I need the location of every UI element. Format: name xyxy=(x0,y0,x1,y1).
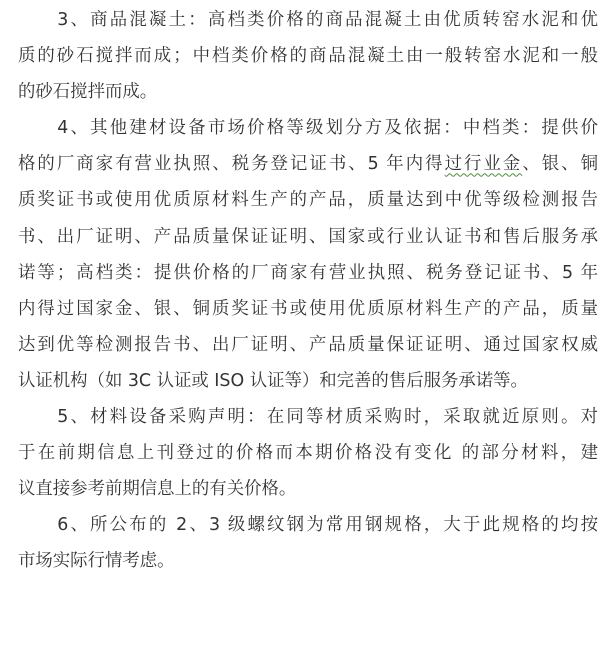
paragraph-procurement xyxy=(18,399,598,507)
text-line: 3、商品混凝土：高档类价格的商品混凝土由优质转窑水泥和优 xyxy=(18,10,598,30)
text-line: 认证机构（如 3C 认证或 ISO 认证等）和完善的售后服务承诺等。 xyxy=(18,370,528,391)
paragraph-concrete xyxy=(18,2,598,110)
text-line: 市场实际行情考虑。 xyxy=(18,551,175,572)
paragraph-rebar xyxy=(18,507,598,579)
spellcheck-underlined-text: 过行业金 xyxy=(444,154,523,175)
text-line: 质奖证书或使用优质原材料生产的产品，质量达到中优等级检测报告 xyxy=(18,190,598,211)
text-line: 诺等；高档类：提供价格的厂商家有营业执照、税务登记证书、5 年 xyxy=(18,262,598,283)
text-line: 的砂石搅拌而成。 xyxy=(18,82,158,103)
paragraph-grading xyxy=(18,110,598,399)
text-line: 达到优等检测报告书、出厂证明、产品质量保证证明、通过国家权威 xyxy=(18,334,598,355)
text-line: 4、其他建材设备市场价格等级划分方及依据：中档类：提供价 xyxy=(18,118,598,139)
text-segment: 格的厂商家有营业执照、税务登记证书、5 年内得 xyxy=(18,154,445,175)
document-body xyxy=(18,2,598,580)
text-line: 内得过国家金、银、铜质奖证书或使用优质原材料生产的产品，质量 xyxy=(18,298,598,319)
text-line: 议直接参考前期信息上的有关价格。 xyxy=(18,479,297,500)
text-line-with-spellcheck xyxy=(18,146,598,182)
text-line: 于在前期信息上刊登过的价格而本期价格没有变化 的部分材料，建 xyxy=(18,443,598,464)
text-line: 5、材料设备采购声明：在同等材质采购时，采取就近原则。对 xyxy=(18,407,598,428)
text-line: 质的砂石搅拌而成；中档类价格的商品混凝土由一般转窑水泥和一般 xyxy=(18,46,598,67)
text-line: 6、所公布的 2、3 级螺纹钢为常用钢规格，大于此规格的均按 xyxy=(18,515,598,536)
text-segment: 、银、铜 xyxy=(522,154,598,175)
text-line: 书、出厂证明、产品质量保证证明、国家或行业认证书和售后服务承 xyxy=(18,226,598,247)
